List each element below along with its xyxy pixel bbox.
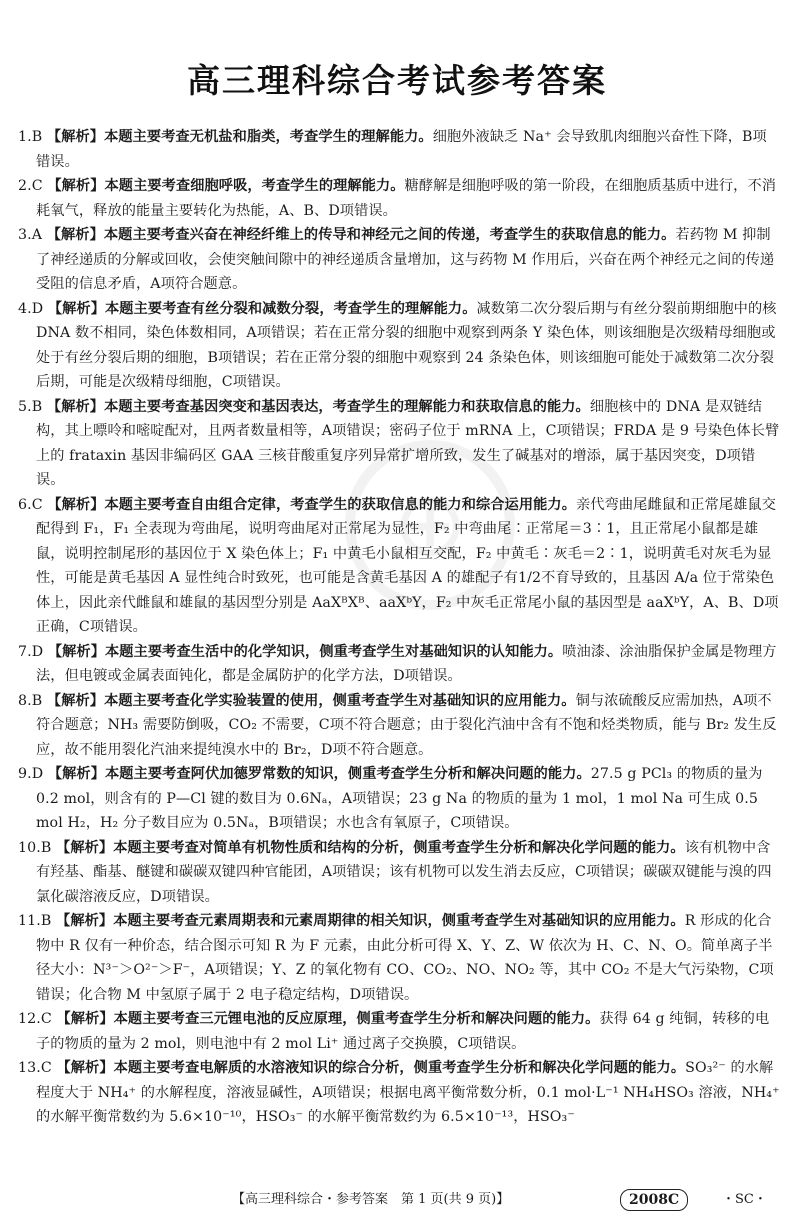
analysis-detail: 细胞核中的 DNA 是双链结构，其上嘌呤和嘧啶配对，且两者数量相等，A项错误；密码子位于 mRNA 上，C项错误；FRDA 是 9 号染色体长臂上的 frataxin 基因非编码区 GAA 三核苷酸重复序列异常扩增所致，发生了碱基对的增添，属于基因突变，D项错误。 xyxy=(36,398,780,488)
analysis-tag: 【解析】 xyxy=(46,692,105,709)
analysis-tag: 【解析】 xyxy=(56,1060,114,1076)
analysis-summary: 本题主要考查兴奋在神经纤维上的传导和神经元之间的传递，考查学生的获取信息的能力。 xyxy=(103,227,676,243)
analysis-summary: 本题主要考查三元锂电池的反应原理，侧重考查学生分析和解决问题的能力。 xyxy=(113,1011,600,1027)
watermark-seal-icon: ⊕ xyxy=(345,440,515,610)
answer-number: 12. xyxy=(18,1011,41,1027)
analysis-tag: 【解析】 xyxy=(56,913,114,929)
answer-item xyxy=(18,689,780,763)
analysis-summary: 本题主要考查电解质的水溶液知识的综合分析，侧重考查学生分析和解决化学问题的能力。 xyxy=(113,1060,686,1076)
analysis-detail: 减数第二次分裂后期与有丝分裂前期细胞中的核 DNA 数不相同，染色体数相同，A项错误；若在正常分裂的细胞中观察到两条 Y 染色体，则该细胞是次级精母细胞或处于有丝分裂后期的细胞，B项错误；若在正常分裂的细胞中观察到 24 条染色体，则该细胞可能处于减数第二次分裂后期，可能是次级精母细胞，C项错误。 xyxy=(36,300,777,390)
analysis-detail: 获得 64 g 纯铜，转移的电子的物质的量为 2 mol，则电池中有 2 mol Li⁺ 通过离子交换膜，C项错误。 xyxy=(36,1011,770,1052)
analysis-summary: 本题主要考查自由组合定律，考查学生的获取信息的能力和综合运用能力。 xyxy=(104,496,576,513)
answer-letter: B xyxy=(31,398,43,415)
answer-item xyxy=(18,836,780,910)
analysis-detail: 该有机物中含有羟基、酯基、醚键和碳碳双键四种官能团，A项错误；该有机物可以发生消去反应，C项错误；碳碳双键能与溴的四氯化碳溶液反应，D项错误。 xyxy=(36,839,772,905)
analysis-detail: SO₃²⁻ 的水解程度大于 NH₄⁺ 的水解程度，溶液显碱性，A项错误；根据电离平衡常数分析，0.1 mol·L⁻¹ NH₄HSO₃ 溶液，NH₄⁺ 的水解平衡常数约为 5.6×10⁻¹⁰，HSO₃⁻ 的水解平衡常数约为 6.5×10⁻¹³，HSO₃⁻ xyxy=(36,1060,780,1125)
answer-item xyxy=(18,909,780,1007)
answer-item xyxy=(18,297,780,395)
answer-number: 8. xyxy=(18,692,32,709)
analysis-summary: 本题主要考查无机盐和脂类，考查学生的理解能力。 xyxy=(104,129,433,145)
answer-letter: B xyxy=(31,129,43,145)
analysis-summary: 本题主要考查对简单有机物性质和结构的分析，侧重考查学生分析和解决化学问题的能力。 xyxy=(113,839,685,856)
page-title: 高三理科综合考试参考答案 xyxy=(187,61,607,100)
answer-number: 11. xyxy=(18,913,41,929)
analysis-tag: 【解析】 xyxy=(46,227,104,243)
answer-letter: D xyxy=(31,643,44,660)
analysis-detail: 喷油漆、涂油脂保护金属是物理方法，但电镀或金属表面钝化，都是金属防护的化学方法，D项错误。 xyxy=(36,643,777,684)
answer-letter: D xyxy=(31,300,44,317)
answer-item xyxy=(18,125,780,174)
answer-number: 1. xyxy=(18,129,32,145)
answer-letter: B xyxy=(31,692,43,709)
analysis-tag: 【解析】 xyxy=(47,300,106,317)
answer-item xyxy=(18,762,780,836)
analysis-summary: 本题主要考查生活中的化学知识，侧重考查学生对基础知识的认知能力。 xyxy=(105,643,563,660)
analysis-detail: 亲代弯曲尾雌鼠和正常尾雄鼠交配得到 F₁，F₁ 全表现为弯曲尾，说明弯曲尾对正常尾为显性，F₂ 中弯曲尾∶正常尾＝3∶1，且正常尾小鼠都是雄鼠，说明控制尾形的基因位于 X 染色体上；F₁ 中黄毛小鼠相互交配，F₂ 中黄毛∶灰毛＝2∶1，说明黄毛对灰毛为显性，可能是黄毛基因 A 显性纯合时致死，也可能是含黄毛基因 A 的雄配子有1/2不育导致的，且基因 A/a 位于常染色体上，因此亲代雌鼠和雄鼠的基因型分别是 AaXᴮXᴮ、aaXᵇY，F₂ 中灰毛正常尾小鼠的基因型是 aaXᵇY，A、B、D项正确，C项错误。 xyxy=(36,496,779,635)
answer-letter: B xyxy=(40,913,52,929)
analysis-detail: 细胞外液缺乏 Na⁺ 会导致肌肉细胞兴奋性下降，B项错误。 xyxy=(36,129,767,170)
analysis-tag: 【解析】 xyxy=(47,178,105,194)
answer-item xyxy=(18,493,780,640)
answer-item xyxy=(18,1007,780,1056)
analysis-summary: 本题主要考查化学实验装置的使用，侧重考查学生对基础知识的应用能力。 xyxy=(104,692,576,709)
answer-letter: C xyxy=(40,1060,52,1076)
answer-letter: C xyxy=(31,178,43,194)
footer-region-mark: ・SC・ xyxy=(722,1192,767,1207)
answer-number: 10. xyxy=(18,839,41,856)
answer-item xyxy=(18,395,780,493)
answer-letter: B xyxy=(40,839,52,856)
footer-exam-code: 2008C xyxy=(620,1189,688,1211)
analysis-tag: 【解析】 xyxy=(47,766,106,782)
analysis-summary: 本题主要考查基因突变和基因表达，考查学生的理解能力和获取信息的能力。 xyxy=(104,398,590,415)
answer-number: 2. xyxy=(18,178,32,194)
analysis-tag: 【解析】 xyxy=(46,129,105,145)
answer-letter: C xyxy=(40,1011,52,1027)
answer-number: 3. xyxy=(18,227,32,243)
analysis-tag: 【解析】 xyxy=(56,839,114,856)
answer-item xyxy=(18,223,780,297)
answer-item xyxy=(18,174,780,223)
answer-item xyxy=(18,640,780,689)
analysis-summary: 本题主要考查有丝分裂和减数分裂，考查学生的理解能力。 xyxy=(105,300,477,317)
analysis-tag: 【解析】 xyxy=(46,398,105,415)
analysis-tag: 【解析】 xyxy=(47,496,105,513)
answer-number: 9. xyxy=(18,766,32,782)
answer-letter: D xyxy=(31,766,44,782)
analysis-detail: 27.5 g PCl₃ 的物质的量为 0.2 mol，则含有的 P—Cl 键的数目为 0.6Nₐ，A项错误；23 g Na 的物质的量为 1 mol，1 mol Na 可生成 0.5 mol H₂，H₂ 分子数目应为 0.5Nₐ，B项错误；水也含有氧原子，C项错误。 xyxy=(36,766,763,831)
page-footer xyxy=(0,1188,794,1212)
analysis-tag: 【解析】 xyxy=(47,643,106,660)
answer-number: 7. xyxy=(18,643,32,660)
answer-number: 13. xyxy=(18,1060,41,1076)
analysis-tag: 【解析】 xyxy=(56,1011,114,1027)
analysis-detail: 铜与浓硫酸反应需加热，A项不符合题意；NH₃ 需要防倒吸，CO₂ 不需要，C项不符合题意；由于裂化汽油中含有不饱和烃类物质，能与 Br₂ 发生反应，故不能用裂化汽油来提纯溴水中的 Br₂，D项不符合题意。 xyxy=(36,692,777,758)
analysis-detail: 糖酵解是细胞呼吸的第一阶段，在细胞质基质中进行，不消耗氧气，释放的能量主要转化为热能，A、B、D项错误。 xyxy=(36,178,777,219)
analysis-summary: 本题主要考查元素周期表和元素周期律的相关知识，侧重考查学生对基础知识的应用能力。 xyxy=(113,913,685,929)
answer-list xyxy=(18,125,780,1130)
answer-number: 5. xyxy=(18,398,32,415)
answer-number: 6. xyxy=(18,496,32,513)
answer-letter: C xyxy=(31,496,43,513)
analysis-detail: 若药物 M 抑制了神经递质的分解或回收，会使突触间隙中的神经递质含量增加，这与药物 M 作用后，兴奋在两个神经元之间的传递受阻的信息矛盾，A项符合题意。 xyxy=(36,227,775,292)
answer-letter: A xyxy=(31,227,43,243)
analysis-detail: R 形成的化合物中 R 仅有一种价态，结合图示可知 R 为 F 元素，由此分析可得 X、Y、Z、W 依次为 H、C、N、O。简单离子半径大小：N³⁻＞O²⁻＞F⁻，A项错误；Y、Z 的氧化物有 CO、CO₂、NO、NO₂ 等，其中 CO₂ 不是大气污染物，C项错误；化合物 M 中氢原子属于 2 电子稳定结构，D项错误。 xyxy=(36,913,774,1003)
answer-number: 4. xyxy=(18,300,32,317)
analysis-summary: 本题主要考查细胞呼吸，考查学生的理解能力。 xyxy=(104,178,405,194)
footer-page-info: 【高三理科综合・参考答案 第 1 页(共 9 页)】 xyxy=(232,1192,510,1207)
answer-item xyxy=(18,1056,780,1130)
analysis-summary: 本题主要考查阿伏加德罗常数的知识，侧重考查学生分析和解决问题的能力。 xyxy=(105,766,591,782)
